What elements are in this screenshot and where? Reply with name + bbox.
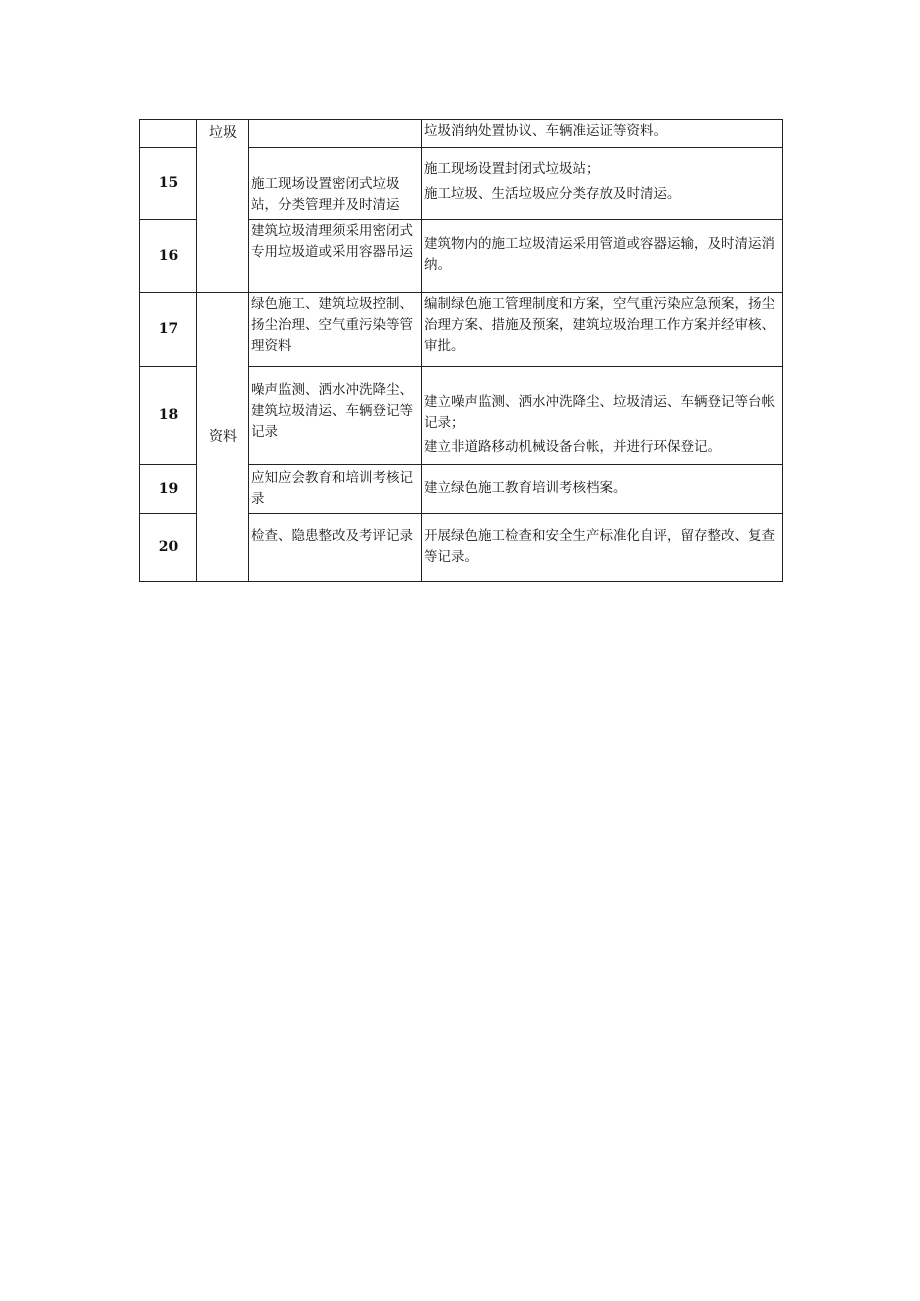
table-row bbox=[140, 293, 783, 367]
row-number: 15 bbox=[140, 148, 197, 220]
measure-line: 建立非道路移动机械设备台帐，并进行环保登记。 bbox=[424, 439, 721, 455]
requirement-cell: 建筑垃圾清理须采用密闭式专用垃圾道或采用容器吊运 bbox=[249, 220, 422, 293]
measure-cell bbox=[422, 120, 783, 148]
requirement-text: 施工现场设置密闭式垃圾站，分类管理并及时清运 bbox=[251, 176, 400, 213]
row-number: 16 bbox=[140, 220, 197, 293]
row-number: 19 bbox=[140, 465, 197, 514]
green-construction-table bbox=[139, 119, 783, 582]
requirement-cell: 应知应会教育和培训考核记录 bbox=[249, 465, 422, 514]
requirement-cell: 绿色施工、建筑垃圾控制、扬尘治理、空气重污染等管理资料 bbox=[249, 293, 422, 367]
row-number: 18 bbox=[140, 367, 197, 465]
category-cell: 资料 bbox=[197, 293, 249, 582]
measure-cell bbox=[422, 148, 783, 220]
measure-cell bbox=[422, 293, 783, 367]
measure-line: 建立绿色施工教育培训考核档案。 bbox=[424, 480, 627, 496]
measure-cell bbox=[422, 367, 783, 465]
measure-line: 施工垃圾、生活垃圾应分类存放及时清运。 bbox=[424, 186, 681, 202]
category-cell: 垃圾 bbox=[197, 120, 249, 293]
measure-line: 垃圾消纳处置协议、车辆准运证等资料。 bbox=[424, 123, 667, 139]
requirement-cell bbox=[249, 120, 422, 148]
requirement-cell bbox=[249, 148, 422, 220]
measure-line: 施工现场设置封闭式垃圾站； bbox=[424, 161, 600, 177]
requirement-cell: 噪声监测、洒水冲洗降尘、建筑垃圾清运、车辆登记等记录 bbox=[249, 367, 422, 465]
measure-line: 建立噪声监测、洒水冲洗降尘、垃圾清运、车辆登记等台帐记录； bbox=[424, 394, 775, 431]
requirement-cell: 检查、隐患整改及考评记录 bbox=[249, 514, 422, 582]
measure-line: 编制绿色施工管理制度和方案，空气重污染应急预案，扬尘治理方案、措施及预案，建筑垃圾治理工作方案并经审核、审批。 bbox=[424, 296, 775, 354]
measure-cell bbox=[422, 465, 783, 514]
row-number: 20 bbox=[140, 514, 197, 582]
row-number: 17 bbox=[140, 293, 197, 367]
row-number bbox=[140, 120, 197, 148]
measure-line: 建筑物内的施工垃圾清运采用管道或容器运输，及时清运消纳。 bbox=[424, 236, 775, 273]
table-row bbox=[140, 120, 783, 148]
measure-line: 开展绿色施工检查和安全生产标准化自评，留存整改、复查等记录。 bbox=[424, 528, 775, 565]
measure-cell bbox=[422, 220, 783, 293]
measure-cell bbox=[422, 514, 783, 582]
